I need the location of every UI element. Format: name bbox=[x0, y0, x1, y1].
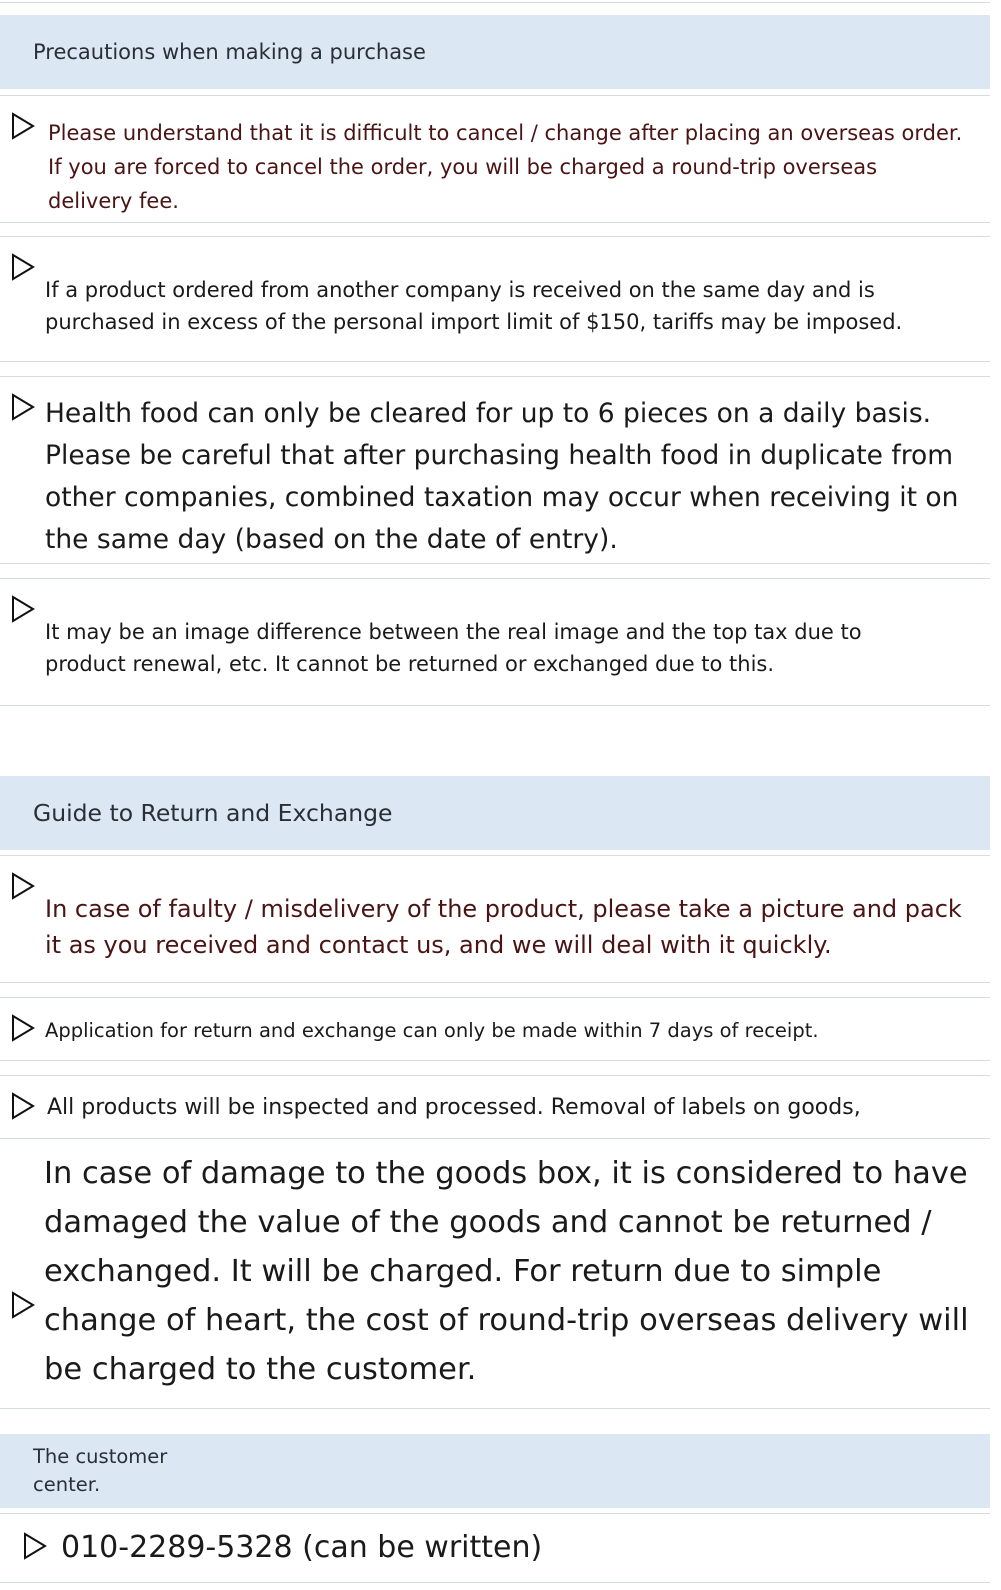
divider bbox=[0, 1060, 990, 1061]
list-item-text: Health food can only be cleared for up to 6 pieces on a daily basis. Please be careful that after purchasing health food in duplicate from other companies, combined taxation may occur when receiving it on the same day (based on the date of entry). bbox=[45, 398, 959, 555]
list-item bbox=[0, 1076, 990, 1138]
triangle-right-icon bbox=[11, 595, 35, 623]
list-item bbox=[0, 579, 990, 705]
divider bbox=[0, 1582, 990, 1583]
divider bbox=[0, 705, 990, 706]
list-item bbox=[0, 237, 990, 361]
triangle-right-icon bbox=[11, 1092, 35, 1120]
divider bbox=[0, 982, 990, 983]
list-item bbox=[0, 998, 990, 1060]
triangle-right-icon bbox=[11, 112, 35, 140]
section-title: Guide to Return and Exchange bbox=[33, 799, 393, 827]
divider bbox=[0, 2, 990, 3]
section-title: Precautions when making a purchase bbox=[33, 40, 426, 64]
list-item bbox=[0, 1139, 990, 1408]
section-title: The customer center. bbox=[33, 1445, 168, 1496]
section-header-customer-center bbox=[0, 1434, 990, 1508]
list-item-text: All products will be inspected and processed. Removal of labels on goods, bbox=[47, 1095, 861, 1120]
triangle-right-icon bbox=[11, 1014, 35, 1042]
divider bbox=[0, 563, 990, 564]
list-item bbox=[0, 1514, 990, 1578]
divider bbox=[0, 222, 990, 223]
triangle-right-icon bbox=[11, 253, 35, 281]
customer-center-phone[interactable]: 010-2289-5328 (can be written) bbox=[61, 1530, 543, 1565]
triangle-right-icon bbox=[23, 1532, 47, 1560]
divider bbox=[0, 1408, 990, 1409]
list-item-text: In case of faulty / misdelivery of the product, please take a picture and pack it as you received and contact us, and we will deal with it quickly. bbox=[45, 895, 962, 959]
list-item-text: Please understand that it is difficult to cancel / change after placing an overseas order. If you are forced to cancel the order, you will be charged a round-trip overseas delivery fee. bbox=[48, 121, 963, 213]
list-item-text: Application for return and exchange can only be made within 7 days of receipt. bbox=[45, 1019, 819, 1042]
section-header-return-exchange bbox=[0, 776, 990, 850]
list-item bbox=[0, 96, 990, 222]
triangle-right-icon bbox=[11, 872, 35, 900]
list-item-text: In case of damage to the goods box, it is considered to have damaged the value of the goods and cannot be returned / exchanged. It will be charged. For return due to simple change of heart, the cost of round-trip overseas delivery will be charged to the customer. bbox=[44, 1156, 969, 1387]
divider bbox=[0, 361, 990, 362]
triangle-right-icon bbox=[11, 1291, 35, 1319]
list-item bbox=[0, 377, 990, 563]
triangle-right-icon bbox=[11, 393, 35, 421]
list-item-text: It may be an image difference between the real image and the top tax due to product renewal, etc. It cannot be returned or exchanged due to this. bbox=[45, 620, 862, 676]
list-item bbox=[0, 856, 990, 982]
list-item-text: If a product ordered from another company is received on the same day and is purchased in excess of the personal import limit of $150, tariffs may be imposed. bbox=[45, 278, 903, 334]
section-header-precautions bbox=[0, 15, 990, 89]
